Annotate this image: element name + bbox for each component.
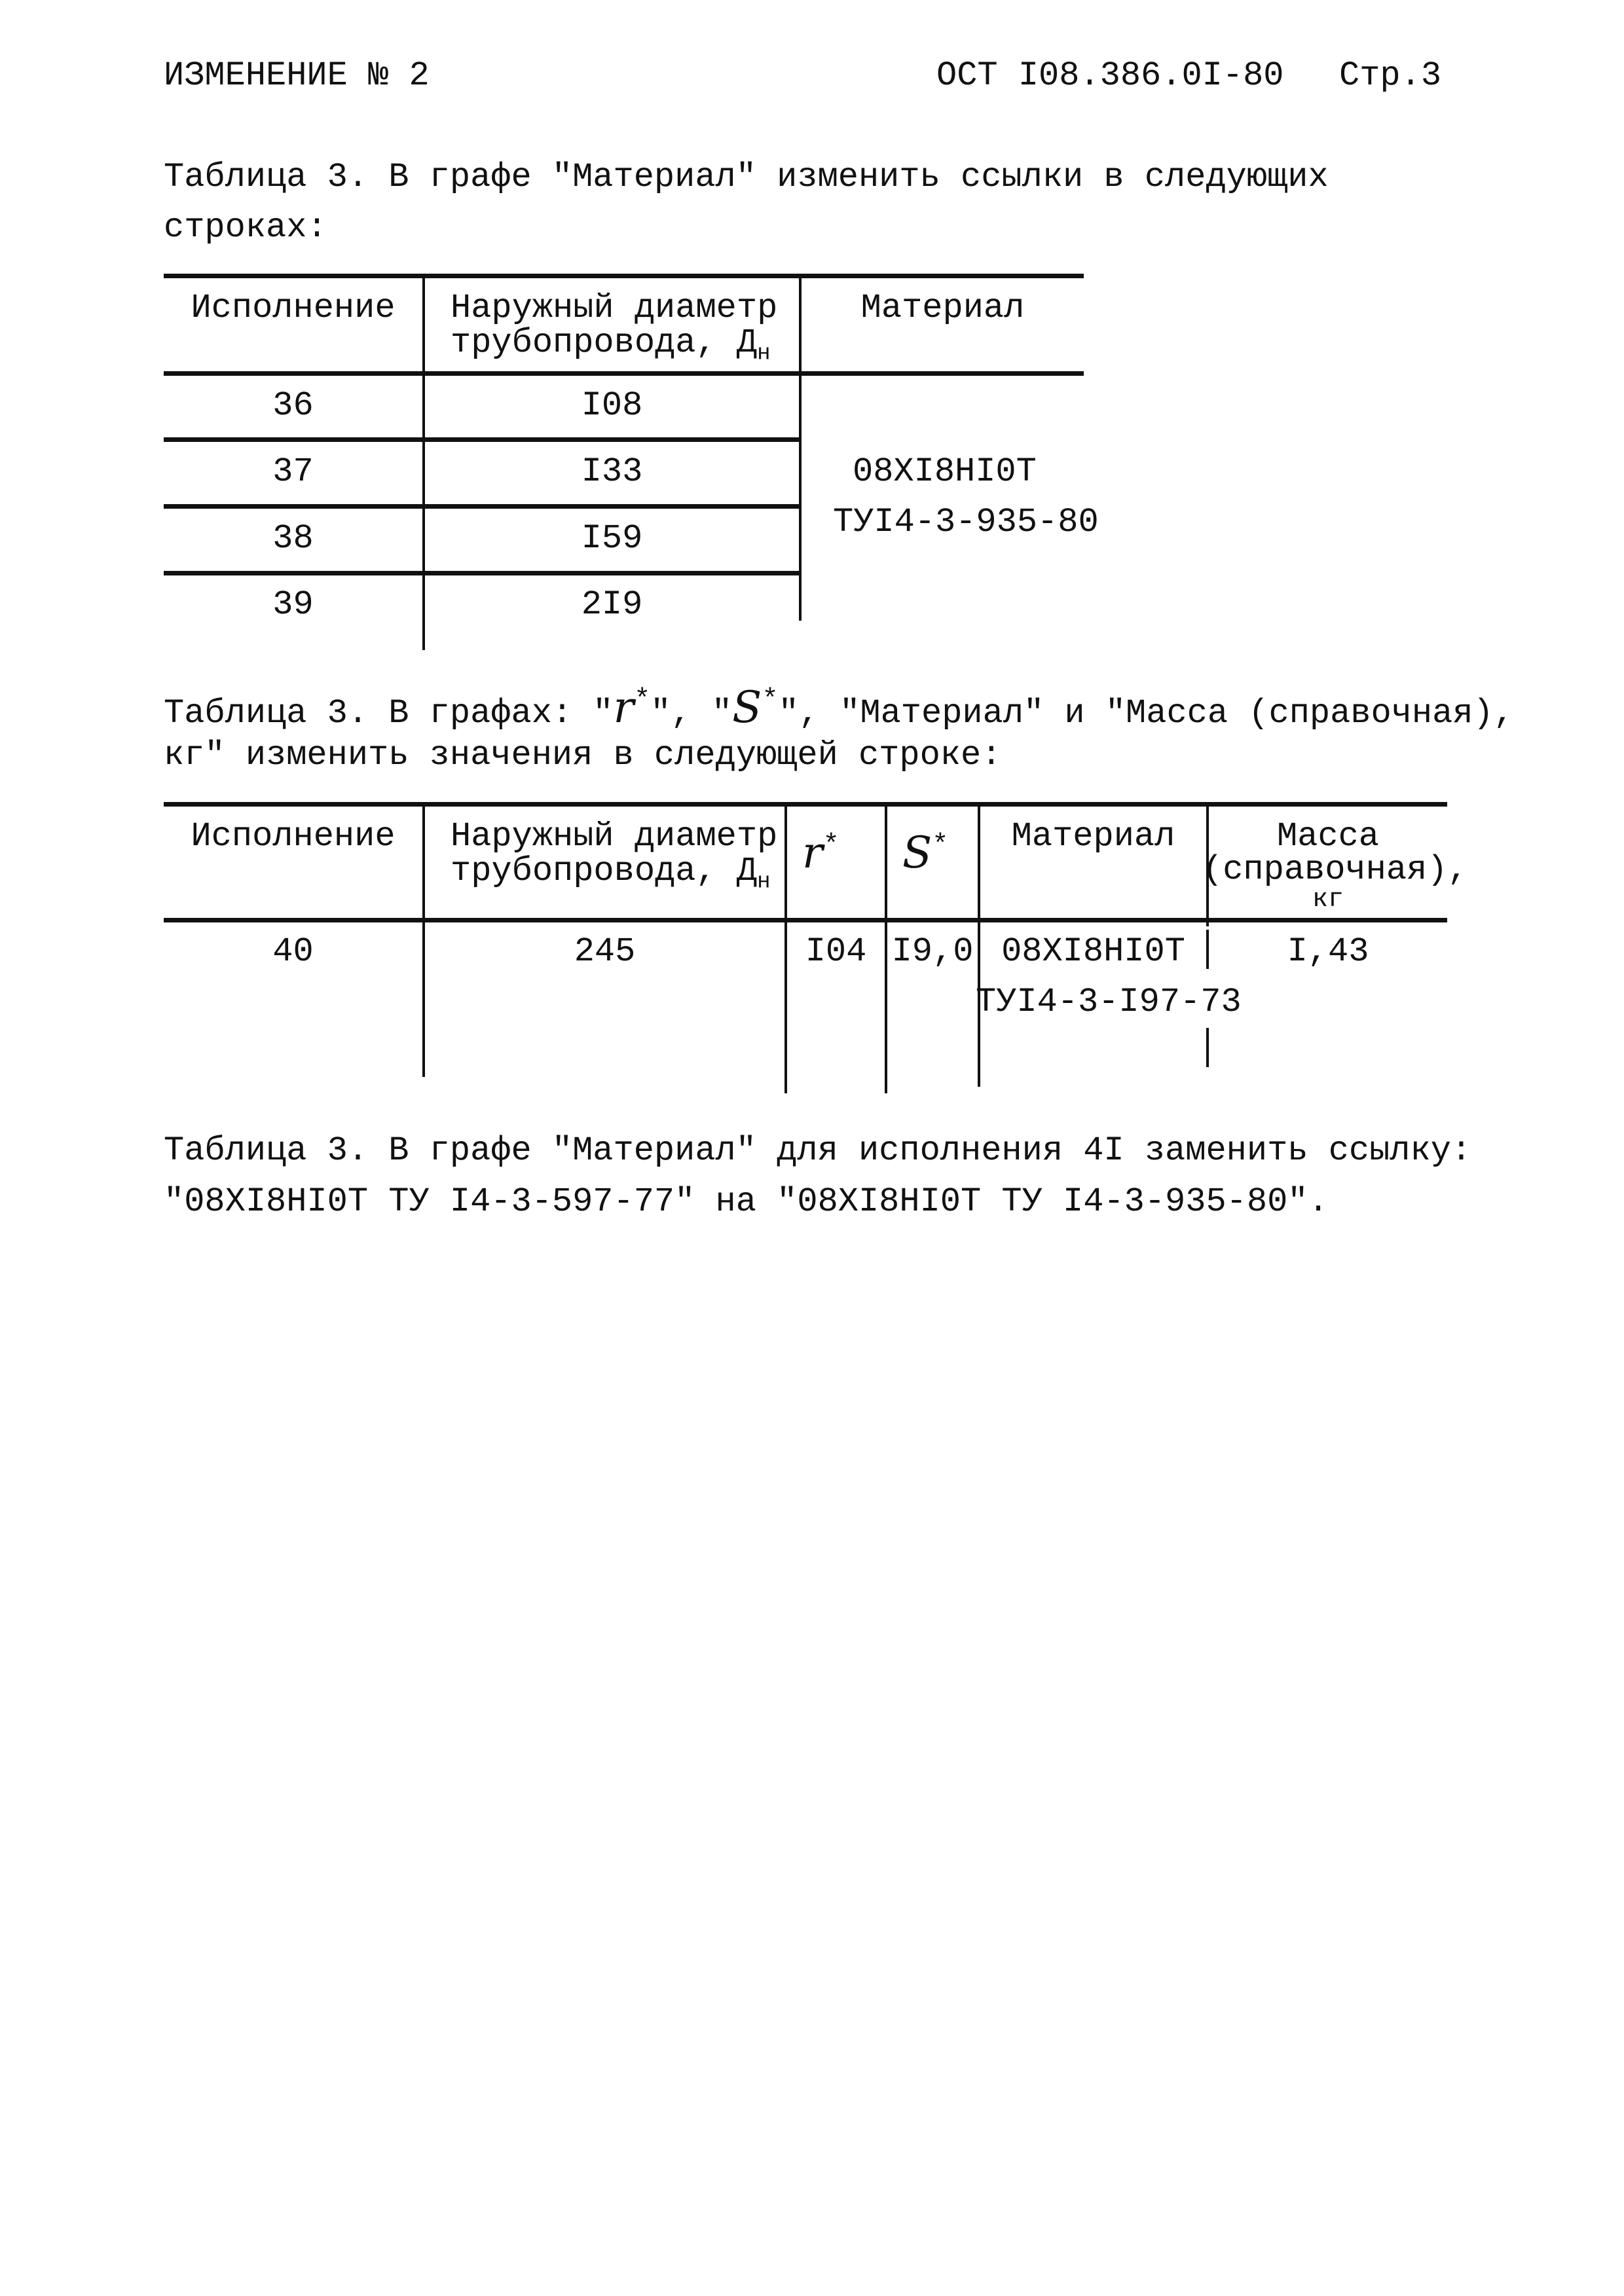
header-radius: r* (802, 828, 840, 878)
header-mass-line-3: кг (1312, 885, 1344, 915)
header-mass-line-1: Масса (1276, 817, 1380, 856)
cell-execution: 38 (272, 519, 314, 558)
cell-material-spec: ТУI4-3-I97-73 (976, 983, 1242, 1021)
table-rule (164, 504, 800, 509)
table-rule (164, 371, 1084, 376)
cell-diameter: I59 (581, 519, 643, 558)
cell-material-spec: ТУI4-3-935-80 (833, 503, 1099, 541)
header-thickness: S* (902, 828, 949, 878)
paragraph-3-line-1: Таблица 3. В графе "Материал" для исполнения 4I заменить ссылку: (164, 1131, 1472, 1170)
header-mass-line-2: (справочная), (1202, 850, 1468, 889)
paragraph-1-line-2: строках: (164, 208, 327, 247)
column-divider (799, 274, 802, 621)
cell-material-grade: 08XI8HI0T (1001, 932, 1185, 971)
paragraph-2-line-1: Таблица 3. В графах: "r*", "S*", "Материал" и "Масса (справочная), (164, 682, 1514, 733)
cell-execution: 39 (272, 585, 314, 624)
cell-mass: I,43 (1287, 932, 1369, 971)
cell-diameter: 2I9 (581, 585, 643, 624)
cell-execution: 36 (272, 386, 314, 425)
header-diameter-line-1: Наружный диаметр (451, 817, 778, 856)
table-rule (164, 437, 800, 442)
header-material: Материал (1011, 817, 1175, 856)
header-material: Материал (860, 289, 1025, 327)
table-rule (164, 274, 1084, 278)
paragraph-1-line-1: Таблица 3. В графе "Материал" изменить ссылки в следующих (164, 158, 1329, 196)
header-execution: Исполнение (191, 817, 396, 856)
table-rule (164, 571, 800, 575)
cell-diameter: I08 (581, 386, 643, 425)
header-execution: Исполнение (191, 289, 396, 327)
header-diameter-line-2: трубопровода, $Д_н$ (451, 852, 771, 895)
cell-radius: I04 (805, 932, 867, 971)
header-diameter-line-1: Наружный диаметр (451, 289, 778, 327)
page-number: Стр.3 (1339, 56, 1442, 95)
cell-execution: 37 (272, 452, 314, 491)
table-rule (164, 802, 1447, 807)
change-number: ИЗМЕНЕНИЕ № 2 (164, 56, 430, 95)
paragraph-2-line-2: кг" изменить значения в следующей строке: (164, 736, 1002, 774)
standard-number: ОСТ I08.386.0I-80 (936, 56, 1284, 95)
cell-diameter: 245 (574, 932, 636, 971)
column-divider (1206, 1028, 1209, 1067)
table-rule (164, 918, 1447, 922)
header-diameter-line-2: трубопровода, $Д_н$ (451, 323, 771, 367)
paragraph-3-line-2: "08XI8HI0T ТУ I4-3-597-77" на "08XI8HI0T ТУ I4-3-935-80". (164, 1182, 1329, 1221)
cell-material-grade: 08XI8HI0T (853, 452, 1037, 491)
cell-diameter: I33 (581, 452, 643, 491)
cell-execution: 40 (272, 932, 314, 971)
cell-thickness: I9,0 (891, 932, 974, 971)
